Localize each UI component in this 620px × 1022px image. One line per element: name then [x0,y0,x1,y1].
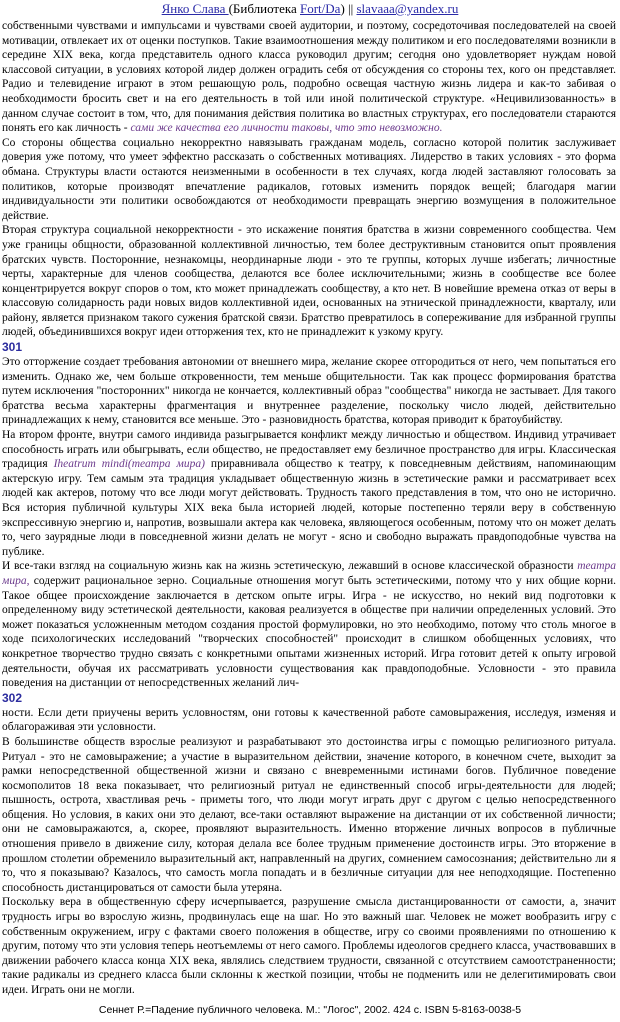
paragraph [2,559,616,690]
page-header [0,1,620,17]
paragraph-highlight: сами же качества его личности таковы, что это невозможно. [130,122,443,135]
paragraph-text: собственными чувствами и импульсами и чувствами своей аудитории, и поэтому, сосредоточивая последователей на своей мотивации, отвлекает их от оценки поступков. Такие взаимоотношения между политиком и его последователями возникли в середине XIX века, когда представитель одного класса руководил другим; сегодня оно удовлетворяет нуждам новой классовой ситуации, в условиях которой лидер должен оградить себя от обсуждения со стороны тех, кого он представляет. Радио и телевидение играют в этом решающую роль, подробно освещая частную жизнь лидера и как-то забивая о необходимости бросить свет и на его деятельность в той или иной политической структуре. «Нецивилизованность» в данном случае состоит в том, что, для понимания действия политика во властных структурах, его последователи стараются понять его как личность - [2,20,616,135]
paragraph-text: И все-таки взгляд на социальную жизнь как на жизнь эстетическую, лежавший в основе классической образности [2,560,578,573]
library-label-close: ) || [340,1,357,16]
paragraph [2,355,616,428]
paragraph [2,223,616,340]
paragraph-highlight: Iheatrum mindi(театра мира) [53,458,205,471]
author-link[interactable]: Янко Слава [161,1,229,16]
paragraph-text-after: приравнивала общество к театру, к повседневным действиям, напоминающим актерскую игру. Тем самым эта традиция укладывает общественную жизнь в эстетические рамки и рассматривает всех людей как актеров, потому что все люди могут действовать. Трудность такого представления в том, что оно не исторично. Вся история публичной культуры XIX века была историей людей, которые постепенно теряли веру в собственную экспрессивную энергию и, напротив, возвышали актера как человека, являющегося особенным, потому что он может делать то, чего заурядные люди в повседневной жизни делать не могут - ясно и свободно выражать правдоподобные чувства на публике. [2,458,616,558]
paragraph [2,136,616,224]
paragraph-text: Поскольку вера в общественную сферу исчерпывается, разрушение смысла дистанцированности от самости, а, значит трудность игры во взрослую жизнь, продвинулась еще на шаг. Но это важный шаг. Человек не может вообразить игру с собственным окружением, игру с фактами своего положения в обществе, игру со своими проявлениями по отношению к другим, потому что эти условия теперь неотъемлемы от него самого. Проблемы идеологов среднего класса, участвовавших в движении рабочего класса конца XIX века, являлись следствием трудности, связанной с отсутствием самоотстраненности; такие радикалы из среднего класса были склонны к жесткой позиции, чтобы не подменить или не делегитимировать свои идеи. Играть они не могли. [2,896,616,996]
page-number: 302 [2,690,23,705]
paragraph-text-after: содержит рациональное зерно. Социальные отношения могут быть эстетическими, потому что у них общие корни. Такое общее происхождение заключается в детском опыте игры. Игра - не искусство, но некий вид подготовки к определенному виду эстетической деятельности, каковая реализуется в обществе при наличии определенных условий. Это может показаться усложненным методом создания простой формулировки, но это необходимо, потому что столь многое в ходе психологических исследований "творческих способностей" происходит в слишком обобщенных условиях, что конкретное творчество трудно связать с конкретными опытами жизненных историй. Игра готовит детей к опыту игровой деятельности, обучая их рассматривать условности существования как правдоподобные. Условности - это правила поведения на дистанции от непосредственных желаний лич- [2,574,616,690]
paragraph-highlight: театра мира, [2,560,616,587]
paragraph [2,428,616,559]
fort-da-link[interactable]: Fort/Da [300,1,341,16]
paragraph-text: В большинстве обществ взрослые реализуют и разрабатывают это достоинства игры с помощью религиозного ритуала. Ритуал - это не самовыражение; а участие в выразительном действии, значение которого, в конечном счете, выходит за рамки непосредственной общественной жизни и связано с вневременными истинами богов. Публичное поведение космополитов 18 века показывает, что религиозный ритуал не единственный способ игры-деятельности для людей; пышность, острота, хвастливая речь - приметы того, что люди могут играть друг с другом с целью непосредственного общения. Но условия, в каких они это делают, все-таки оставляют выражение на дистанции от их собственной личности; они не самовыражаются, а, скорее, проявляют выразительность. Именно вторжение личных вопросов в публичные отношения привело в движение силу, которая делала все более трудным применение достоинств игры. Это вторжение в прошлом столетии обременило выразительный акт, направленный на других, сомнением самосознания; действительно ли я то, что я показываю? Казалось, что самость могла попадать и в безличные ситуации для нее неподходящие. Постепенно способность дистанцироваться от самости была утеряна. [2,735,616,894]
paragraph-text: Вторая структура социальной некорректности - это искажение понятия братства в жизни современного сообщества. Чем уже границы общности, образованной коллективной личностью, тем более деструктивным становится опыт проявления братских чувств. Посторонние, незнакомцы, неординарные люди - это те группы, которых лучше избегать; личностные черты, характерные для членов сообщества, делаются все более исключительными; жизнь в сообществе все более концентрируется вокруг споров о том, кто может принадлежать сообществу, а кто нет. В новейшие времена отказ от веры в классовую солидарность ради новых видов коллективной идеи, основанных на этнической принадлежности, кварталу, или району, является признаком такого сужения братской связи. Братство превратилось в сопереживание для избранной группы людей, объединившихся вокруг идеи отторжения тех, кто не принадлежит к узкому кругу. [2,224,616,339]
page-number: 301 [2,340,23,355]
paragraph-text: Со стороны общества социально некорректно навязывать гражданам модель, согласно которой политик заслуживает доверия уже потому, что умеет эффектно рассказать о собственных мотивациях. Лидерство в таких условиях - это форма обмана. Структуры власти остаются неизменными в особенности в тех случаях, когда людей заставляют голосовать за политиков, которые производят впечатление радикалов, готовых изменить порядок вещей; благодаря магии индивидуальности эти политики освобождаются от необходимости превращать энергию возмущения в положительное действие. [2,136,616,222]
page-footer-citation: Сеннет Р.=Падение публичного человека. М.: "Логос", 2002. 424 с. ISBN 5-8163-0038-5 [98,1004,522,1016]
paragraph [2,706,616,735]
paragraph [2,19,616,136]
library-label-open: (Библиотека [228,1,300,16]
paragraph-text: На втором фронте, внутри самого индивида разыгрывается конфликт между личностью и обществом. Индивид утрачивает способность играть или обыгрывать, если общество, не предоставляет ему безличное пространство для игры. Классическая традиция [2,429,616,471]
paragraph [2,895,616,997]
paragraph-text: Это отторжение создает требования автономии от внешнего мира, желание скорее отгородиться от него, чем попытаться его изменить. Однако же, чем больше откровенности, тем меньше общительности. Так как процесс формирования братства путем исключения "посторонних" никогда не кончается, коллективный образ "сообщества" никогда не застывает. Для такого братства весьма характерны фрагментация и внутреннее разделение, поскольку число людей, действительно принадлежащих к нему, становится все меньше. Это - разновидность братства, которая приводит к братоубийству. [2,356,616,427]
paragraph-text: ности. Если дети приучены верить условностям, они готовы к качественной работе самовыражения, исследуя, изменяя и облагораживая эти условности. [2,706,616,734]
document-body [2,19,616,997]
email-link[interactable]: slavaaa@yandex.ru [356,1,459,16]
paragraph [2,735,616,896]
